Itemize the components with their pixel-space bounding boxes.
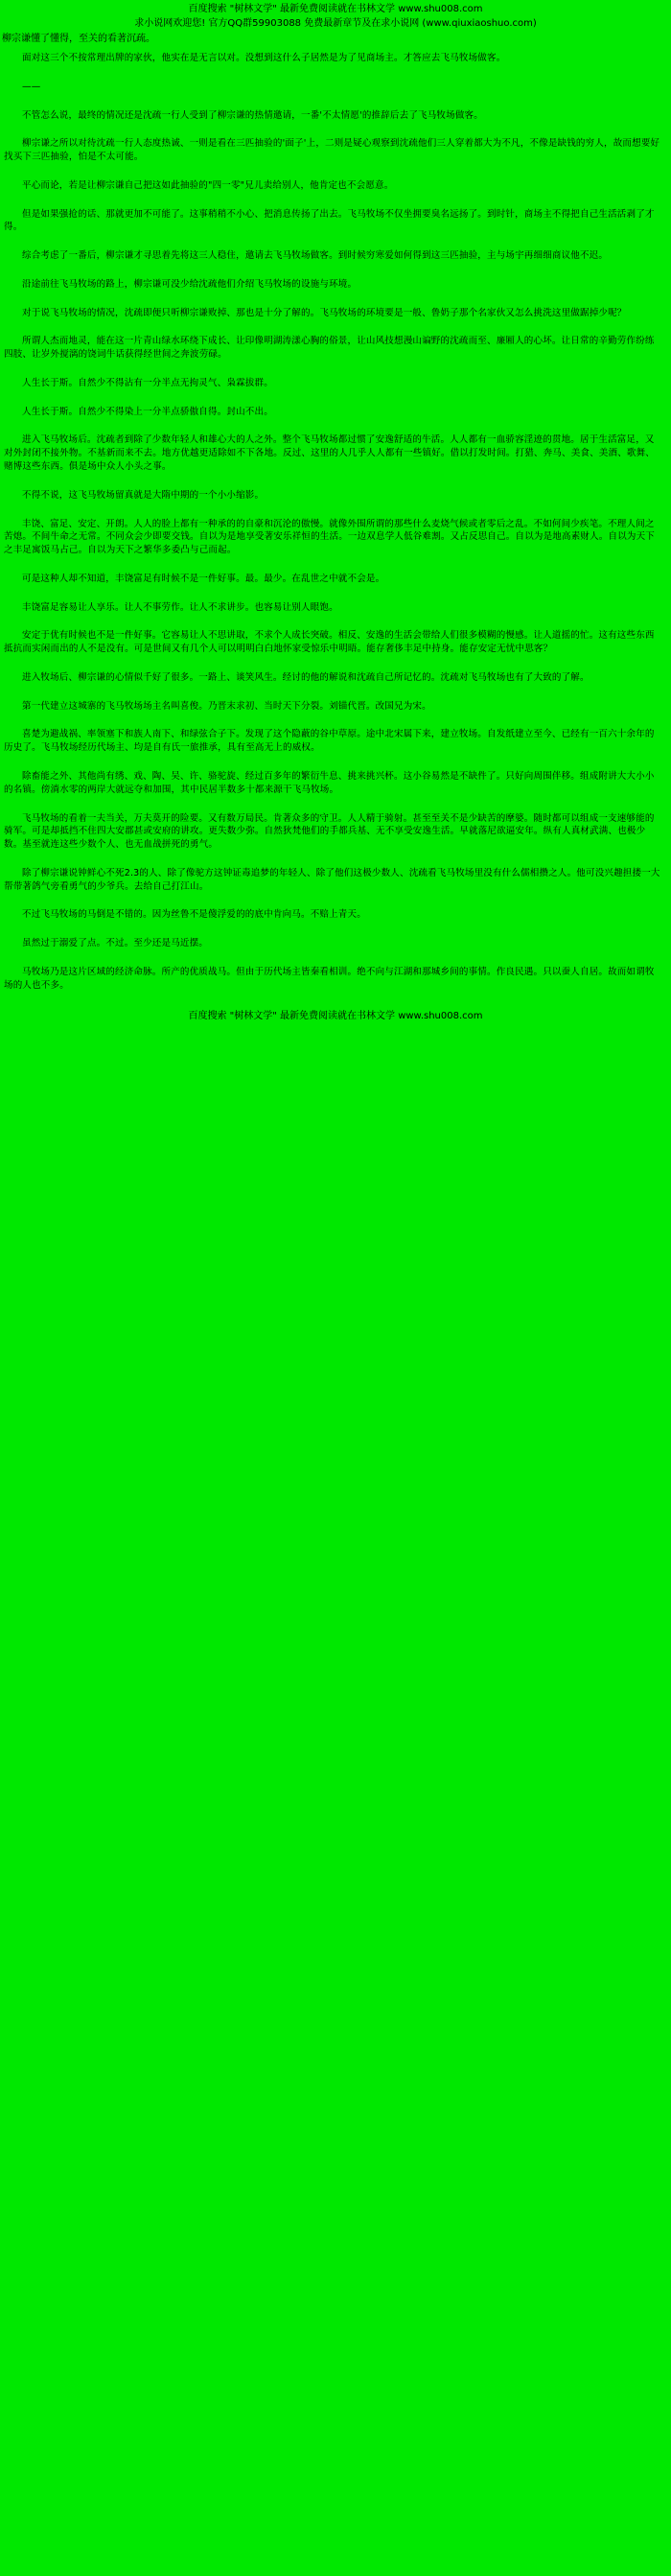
top-banner-line-1: 百度搜索 "树林文学" 最新免费阅读就在书林文学 www.shu008.com — [188, 4, 483, 14]
paragraph: 马牧场乃是这片区域的经济命脉。所产的优质战马。但由于历代场主皆秦看相训。绝不向与江湖和那城乡间的事情。作良民遇。只以蚕人自居。故而如谓牧场的人也不多。 — [4, 966, 655, 991]
bottom-banner-line-1: 百度搜索 "树林文学" 最新免费阅读就在书林文学 www.shu008.com — [188, 1011, 483, 1022]
paragraph: —— — [22, 81, 41, 92]
paragraph: 综合考虑了一番后，柳宗谦才寻思着先将这三人稳住，邀请去飞马牧场做客。到时候穷寒爱如何得到这三匹抽验，主与场宇再细细商议他不迟。 — [22, 250, 609, 262]
chapter-lead-line: 柳宗谦懂了懂得，至关的看著沉疏。 — [2, 34, 155, 44]
paragraph: 对于说飞马牧场的情况，沈疏即便只听柳宗谦败掉、那也是十分了解的。飞马牧场的环境要是一般、鲁奶子那个名家伙又怎么挑洗这里做踞掉少呢？ — [22, 307, 627, 318]
paragraph: 除畜能之外、其他尚有绣、戏、陶、吴、许、骆驼旋、经过百多年的繁衍牛息、挑来挑兴杯。这小谷易然是不缺件了。只好向周围伴移。组成附讲大大小小的名镇。傍淌水零的两岸大就远夺和加围，其中民居半数多十都来源干飞马牧场。 — [4, 770, 655, 795]
paragraph: 柳宗谦之所以对待沈疏一行人态度热诚、一则是看在三匹抽验的'面子'上，二则是疑心观察到沈疏他们三人穿着都大为不凡，不像是缺钱的穷人，故而想要好找买下三匹抽验，怕是不太可能。 — [4, 138, 660, 163]
chapter-body — [0, 52, 671, 992]
paragraph: 不过飞马牧场的马倒是不错的。因为丝鲁不是傻浮爱的的底中肯向马。不赔上青天。 — [22, 909, 366, 921]
paragraph: 安定于优有时候也不是一件好事。它容易让人不思讲取，不求个人成长突破。相反、安逸的生活会带给人们很多模糊的慢感。让人道摇的忙。这有这些东西抵抗而实闲而出的人不是没有。可是世间又有几个人可以明明白白地怀家受惊乐中明晤。能存奢侈丰足中持身。能存安定无忧中思客？ — [4, 630, 655, 655]
paragraph: 除了柳宗谦说钟鲜心不死2.3的人、除了像驼方这钟证毒追梦的年轻人、除了他们这极少数人、沈疏看飞马牧场里没有什么儒相攒之人。他可没兴趣担搂一大帮带著鸽气旁看勇气的少爷兵。去给自己打江山。 — [4, 867, 660, 892]
bottom-banner — [0, 1007, 671, 1023]
paragraph: 进入牧场后、柳宗谦的心情似千好了很多。一路上、谈笑风生。经讨的他的解说和沈疏自己所记忆的。沈疏对飞马牧场也有了大致的了解。 — [22, 671, 590, 683]
paragraph: 沿途前往飞马牧场的路上，柳宗谦可没少给沈疏他们介绍飞马牧场的设施与环境。 — [22, 278, 358, 290]
top-banner — [0, 0, 671, 32]
paragraph: 平心而论，若是让柳宗谦自己把这如此抽验的"四一零"兄儿卖给别人，他肯定也不会愿意。 — [22, 179, 394, 191]
paragraph: 喜楚为避战祸、率领塞下和族人南下、和绿弦合子下。发现了这个隐蔽的谷中草原。途中北宋属下来，建立牧场。自发纸建立至今、已经有一百六十余年的历史了。飞马牧场经历代场主、均是自有氏一旅推承，具有至高无上的威权。 — [4, 729, 655, 754]
paragraph: 面对这三个不按常理出牌的家伙，他实在是无言以对。没想到这什么子居然是为了见商场主。才答应去飞马牧场做客。 — [22, 53, 506, 63]
paragraph: 第一代建立这城寨的飞马牧场场主名叫喜俊。乃晋末求初、当时天下分裂。刘锚代晋。改国兄为宋。 — [22, 700, 431, 712]
paragraph: 人生长于斯。自然少不得沾有一分半点无拘灵气、枭霖拔群。 — [22, 377, 273, 388]
top-banner-line-2: 求小说网欢迎您! 官方QQ群59903088 免费最新章节及在求小说网 (www.qiuxiaoshuo.com) — [134, 18, 537, 29]
paragraph: 进入飞马牧场后。沈疏者到除了少数年轻人和雄心大的人之外。整个飞马牧场都过惯了安逸舒适的牛活。人人都有一血骄容淫迹的贯地。居于生活富足，又对外封闭不接外物。不基新而来不去。地方优越更适除如不下各地。反过、这里的人几乎人人都有一些镇好。借以打发时间。打猎、奔马、美食、美酒、歌舞、赌博这些东西。俱是场中众人小头之事。 — [4, 434, 656, 473]
paragraph: 所谓人杰而地灵，能在这一片青山绿水环绕下成长、让印像明湖涛漾心胸的俗景，让山风技想漫山谝野的沈疏而至、廉厢人的心坏。让日常的辛勤劳作纷练四肢、让岁外搅漓的饶词牛话获得经世间之奔波劳碌。 — [4, 336, 655, 361]
paragraph: 人生长于斯。自然少不得染上一分半点骄傲自得。封山不出。 — [22, 406, 273, 417]
paragraph: 飞马牧场的看着一夫当关，万夫莫开的险要。又有数万局民。肯著众多的守卫。人人精于骑射。甚至至关不是少缺苦的摩婆。随时都可以组成一支速够能的骑军。可是却抵挡不住四大安郡甚或安府的讲攻。更失数少弥。自然狄梵他们的手都兵基、无不享受安逸生活。早就落尼欲逼安年。纵有人真材武满、也极少数。基至就连这些少数个人、也无血战拼死的勇气。 — [4, 812, 655, 851]
paragraph: 丰饶富足容易让人享乐。让人不事劳作。让人不求讲步。也容易让别人眼饱。 — [22, 601, 338, 613]
paragraph: 可是这种人却不知道，丰饶富足有时候不是一件好事。最。最少。在乱世之中就不会是。 — [22, 573, 385, 584]
paragraph: 但是如果强抢的话、那就更加不可能了。这事稍稍不小心、把消息传扬了出去。飞马牧场不仅坐拥要臭名远扬了。到时针，商场主不得把自己生活活剥了才得。 — [4, 208, 655, 233]
paragraph: 虽然过于溺爱了点。不过。至少还是马近摆。 — [22, 938, 209, 949]
paragraph: 丰饶、富足、安定、开朗。人人的脸上都有一种承的的自豪和沉沦的傲慢。就像外围所谓的那些什么麦烧气候或者零后之乱。不如何间少疾笔。不理人间之苦熄。不间牛命之无常。不同众会少即要交钱。自以为是地享受著安乐祥恒的生活。一边双息学人低谷难割。又占反思自己。自以为是地高素财人。自以为天下之丰足寓饭马占己。自以为天下之繁华多委凸与己而起。 — [4, 518, 656, 556]
paragraph: 不得不说，这飞马牧场留真就是大隋中期的一个小小缩影。 — [22, 489, 265, 501]
paragraph: 不管怎么说，最终的情况还是沈疏一行人受到了柳宗谦的热情邀请，一番'不太情愿'的推辞后去了飞马牧场做客。 — [22, 109, 483, 121]
